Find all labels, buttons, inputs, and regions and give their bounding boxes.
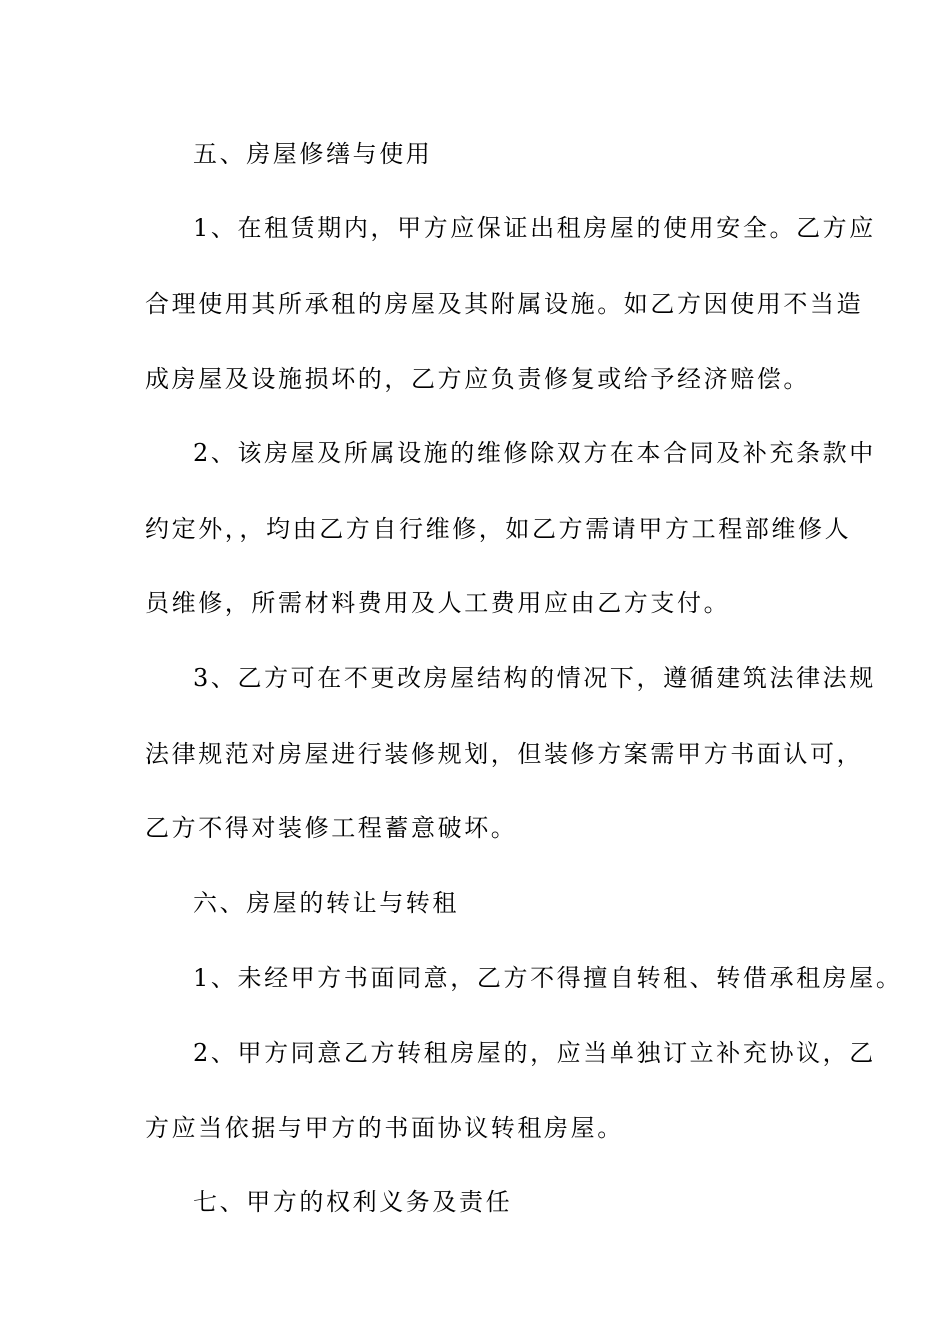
paragraph-line: 约定外，，均由乙方自行维修，如乙方需请甲方工程部维修人 xyxy=(145,515,852,543)
paragraph-line: 1、未经甲方书面同意，乙方不得擅自转租、转借承租房屋。 xyxy=(193,964,903,992)
paragraph-line: 员维修，所需材料费用及人工费用应由乙方支付。 xyxy=(145,589,731,617)
paragraph-line: 方应当依据与甲方的书面协议转租房屋。 xyxy=(145,1114,624,1142)
paragraph-line: 成房屋及设施损坏的，乙方应负责修复或给予经济赔偿。 xyxy=(145,365,810,393)
paragraph-line: 法律规范对房屋进行装修规划，但装修方案需甲方书面认可， xyxy=(145,740,864,768)
section-heading-5: 五、房屋修缮与使用 xyxy=(193,140,433,168)
paragraph-line: 合理使用其所承租的房屋及其附属设施。如乙方因使用不当造 xyxy=(145,290,864,318)
paragraph-line: 3、乙方可在不更改房屋结构的情况下，遵循建筑法律法规 xyxy=(193,664,876,692)
paragraph-line: 2、该房屋及所属设施的维修除双方在本合同及补充条款中 xyxy=(193,439,876,467)
section-heading-6: 六、房屋的转让与转租 xyxy=(193,889,459,917)
paragraph-line: 乙方不得对装修工程蓄意破坏。 xyxy=(145,814,518,842)
section-heading-7: 七、甲方的权利义务及责任 xyxy=(193,1188,513,1216)
paragraph-line: 2、甲方同意乙方转租房屋的，应当单独订立补充协议，乙 xyxy=(193,1039,876,1067)
paragraph-line: 1、在租赁期内，甲方应保证出租房屋的使用安全。乙方应 xyxy=(193,214,876,242)
